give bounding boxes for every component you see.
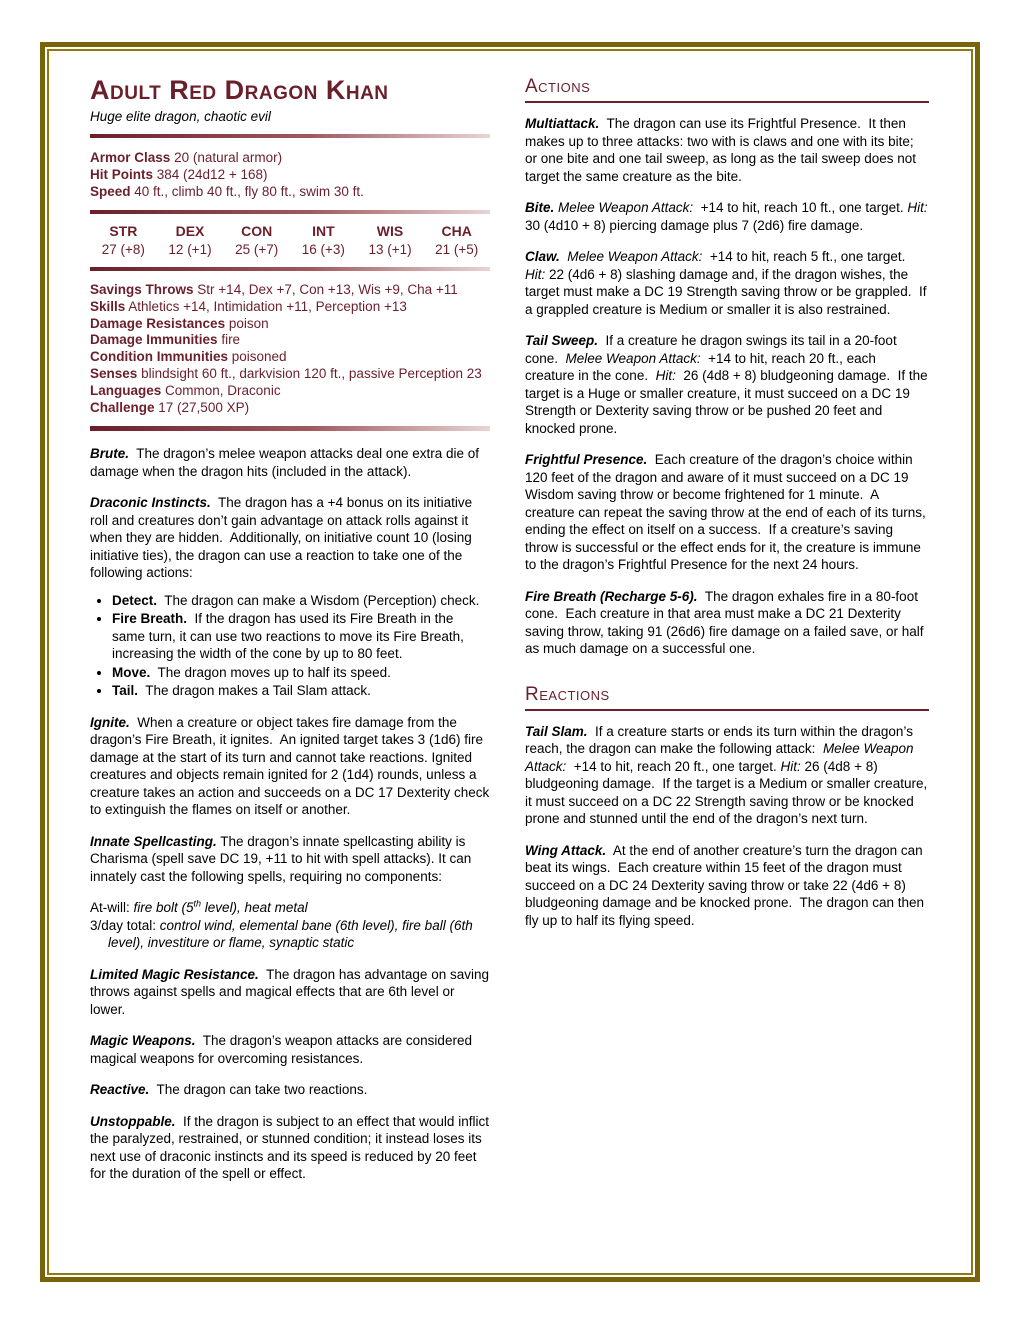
- ability-con: [223, 223, 290, 257]
- trait-brute: Brute. The dragon’s melee weapon attacks deal one extra die of damage when the dragon hits (included in the attack).: [90, 446, 483, 479]
- languages-label: Languages: [90, 382, 162, 398]
- armor-class-value: 20 (natural armor): [174, 150, 283, 165]
- skills-label: Skills: [90, 298, 126, 314]
- reaction-wing-attack: Wing Attack. At the end of another creature’s turn the dragon can beat its wings. Each creature within 15 feet of the dragon must succeed on a DC 24 Dexterity saving throw or take 22 (4d6 + 8) bludgeoning damage and be knocked prone. The dragon can then fly up to half its flying speed.: [525, 842, 928, 928]
- ability-str: [90, 223, 157, 257]
- condition-immunities-label: Condition Immunities: [90, 349, 228, 365]
- divider-rule: [90, 134, 490, 138]
- details-block: [90, 282, 490, 416]
- ability-cha-score: 21 (+5): [435, 242, 479, 257]
- left-column: [90, 75, 493, 1183]
- ability-dex-score: 12 (+1): [168, 242, 212, 257]
- ability-con-name: CON: [241, 223, 273, 239]
- action-frightful-presence: Frightful Presence. Each creature of the dragon’s choice within 120 feet of the dragon and aware of it must succeed on a DC 19 Wisdom saving throw or become frightened for 1 minute. A creature can repeat the saving throw at the end of each of its turns, ending the effect on itself on a success. If a creature’s saving throw is successful or the effect ends for it, the creature is immune to the dragon’s Frightful Presence for the next 24 hours.: [525, 452, 930, 572]
- ability-con-score: 25 (+7): [235, 242, 279, 257]
- ability-cha: [423, 223, 490, 257]
- action-claw: Claw. Melee Weapon Attack: +14 to hit, reach 5 ft., one target. Hit: 22 (4d6 + 8) slashing damage and, if the dragon wishes, the target must make a DC 19 Strength saving throw or be grappled. If a grappled creature is Medium or smaller it is also restrained.: [525, 249, 931, 317]
- action-bite: Bite. Melee Weapon Attack: +14 to hit, reach 10 ft., one target. Hit: 30 (4d10 + 8) piercing damage plus 7 (2d6) fire damage.: [525, 200, 932, 233]
- action-fire-breath: Fire Breath (Recharge 5-6). The dragon exhales fire in a 80-foot cone. Each creature in that area must make a DC 21 Dexterity saving throw, taking 91 (26d6) fire damage on a failed save, or half as much damage on a successful one.: [525, 588, 928, 656]
- trait-magic-weapons: Magic Weapons. The dragon’s weapon attacks are considered magical weapons for overcoming resistances.: [90, 1033, 476, 1066]
- speed-value: 40 ft., climb 40 ft., fly 80 ft., swim 30 ft.: [134, 184, 364, 199]
- senses-value: blindsight 60 ft., darkvision 120 ft., passive Perception 23: [141, 365, 482, 381]
- ability-wis-score: 13 (+1): [368, 242, 412, 257]
- trait-draconic-instincts: Draconic Instincts. The dragon has a +4 bonus on its initiative roll and creatures don’t gain advantage on attack rolls against it when they are hidden. Additionally, on initiative count 10 (losing initiative ties), the dragon can use a reaction to take one of the following actions:: [90, 495, 476, 581]
- saving-throws-value: Str +14, Dex +7, Con +13, Wis +9, Cha +11: [197, 282, 458, 297]
- languages-value: Common, Draconic: [165, 382, 281, 398]
- armor-class-line: [90, 149, 490, 166]
- divider-rule: [90, 426, 490, 431]
- saving-throws-label: Savings Throws: [90, 282, 194, 297]
- ability-wis-name: WIS: [376, 223, 404, 239]
- damage-immunities-label: Damage Immunities: [90, 332, 218, 348]
- condition-immunities-line: [90, 349, 490, 366]
- action-multiattack: Multiattack. The dragon can use its Frightful Presence. It then makes up to three attacks: two with is claws and one with its bite; or one bite and one tail sweep, as long as the tail sweep does not target the same creature as the bite.: [525, 116, 920, 184]
- ability-int-score: 16 (+3): [301, 242, 345, 257]
- skills-line: [90, 299, 490, 316]
- hit-points-label: Hit Points: [90, 167, 153, 182]
- creature-type-line: Huge elite dragon, chaotic evil: [90, 109, 271, 124]
- trait-limited-magic-resistance: Limited Magic Resistance. The dragon has advantage on saving throws against spells and magical effects that are 6th level or lower.: [90, 966, 493, 1017]
- armor-class-label: Armor Class: [90, 150, 171, 165]
- challenge-line: [90, 400, 490, 417]
- trait-ignite: Ignite. When a creature or object takes fire damage from the dragon’s Fire Breath, it ignites. An ignited target takes 3 (1d6) fire damage at the start of its turn and cannot take reactions. Ignited creatures and objects remain ignited for 2 (1d4) rounds, unless a creature takes an action and succeeds on a DC 17 Dexterity check to extinguish the flames on itself or another.: [90, 714, 493, 818]
- trait-innate-spellcasting: Innate Spellcasting. The dragon’s innate spellcasting ability is Charisma (spell save DC 19, +11 to hit with spell attacks). It can innately cast the following spells, requiring no components:: [90, 833, 476, 884]
- right-column: [525, 76, 932, 929]
- damage-immunities-value: fire: [221, 332, 241, 348]
- saving-throws-line: [90, 282, 490, 299]
- ability-scores-table: [90, 223, 490, 257]
- ability-int-name: INT: [312, 223, 335, 239]
- damage-immunities-line: [90, 332, 490, 349]
- creature-name: Adult Red Dragon Khan: [90, 75, 389, 105]
- action-tail-sweep: Tail Sweep. If a creature he dragon swings its tail in a 20-foot cone. Melee Weapon Attack: +14 to hit, reach 20 ft., each creature in the cone. Hit: 26 (4d8 + 8) bludgeoning damage. If the target is a Huge or smaller creature, it must succeed on a DC 19 Strength or Dexterity saving throw or be pushed 20 feet and knocked prone.: [525, 333, 932, 436]
- languages-line: [90, 383, 490, 400]
- divider-rule: [90, 267, 490, 271]
- instinct-options-list: [90, 592, 490, 700]
- trait-unstoppable: Unstoppable. If the dragon is subject to an effect that would inflict the paralyzed, restrained, or stunned condition; it instead loses its next use of draconic instincts and its speed is reduced by 20 feet for the duration of the spell or effect.: [90, 1113, 493, 1182]
- spell-line-at-will: At-will: fire bolt (5th level), heat metal: [90, 898, 308, 916]
- hit-points-value: 384 (24d12 + 168): [156, 167, 268, 182]
- hit-points-line: [90, 166, 490, 183]
- reactions-header: Reactions: [525, 684, 929, 711]
- trait-reactive: Reactive. The dragon can take two reactions.: [90, 1082, 368, 1098]
- skills-value: Athletics +14, Intimidation +11, Perception +13: [128, 298, 407, 314]
- damage-resistances-label: Damage Resistances: [90, 315, 226, 331]
- instinct-option-tail: • Tail. The dragon makes a Tail Slam attack.: [112, 682, 490, 700]
- instinct-option-move: • Move. The dragon moves up to half its speed.: [112, 664, 490, 682]
- damage-resistances-value: poison: [228, 315, 269, 331]
- ability-wis: [357, 223, 424, 257]
- damage-resistances-line: [90, 316, 490, 333]
- divider-rule: [90, 210, 490, 214]
- senses-label: Senses: [90, 365, 138, 381]
- actions-header: Actions: [525, 76, 929, 103]
- challenge-label: Challenge: [90, 399, 155, 415]
- speed-line: [90, 183, 490, 200]
- speed-label: Speed: [90, 184, 131, 199]
- ability-str-name: STR: [109, 223, 138, 239]
- ability-str-score: 27 (+8): [101, 242, 145, 257]
- senses-line: [90, 366, 490, 383]
- instinct-option-fire-breath: • Fire Breath. If the dragon has used its Fire Breath in the same turn, it can use two reactions to move its Fire Breath, increasing the width of the cone by up to 80 feet.: [112, 610, 490, 663]
- ability-dex-name: DEX: [175, 223, 205, 239]
- instinct-option-detect: • Detect. The dragon can make a Wisdom (Perception) check.: [112, 592, 490, 610]
- reaction-tail-slam: Tail Slam. If a creature starts or ends its turn within the dragon’s reach, the dragon can make the following attack: Melee Weapon Attack: +14 to hit, reach 20 ft., one target. Hit: 26 (4d8 + 8) bludgeoning damage. If the target is a Medium or smaller creature, it must succeed on a DC 22 Strength saving throw or be knocked prone and stunned until the end of the dragon’s next turn.: [525, 723, 931, 826]
- condition-immunities-value: poisoned: [231, 349, 287, 365]
- spell-line-3-day: 3/day total: control wind, elemental bane (6th level), fire ball (6th level), investiture or flame, synaptic static: [90, 917, 477, 951]
- core-stats-block: [90, 149, 490, 200]
- ability-dex: [157, 223, 224, 257]
- ability-int: [290, 223, 357, 257]
- ability-cha-name: CHA: [441, 223, 472, 239]
- challenge-value: 17 (27,500 XP): [158, 399, 250, 415]
